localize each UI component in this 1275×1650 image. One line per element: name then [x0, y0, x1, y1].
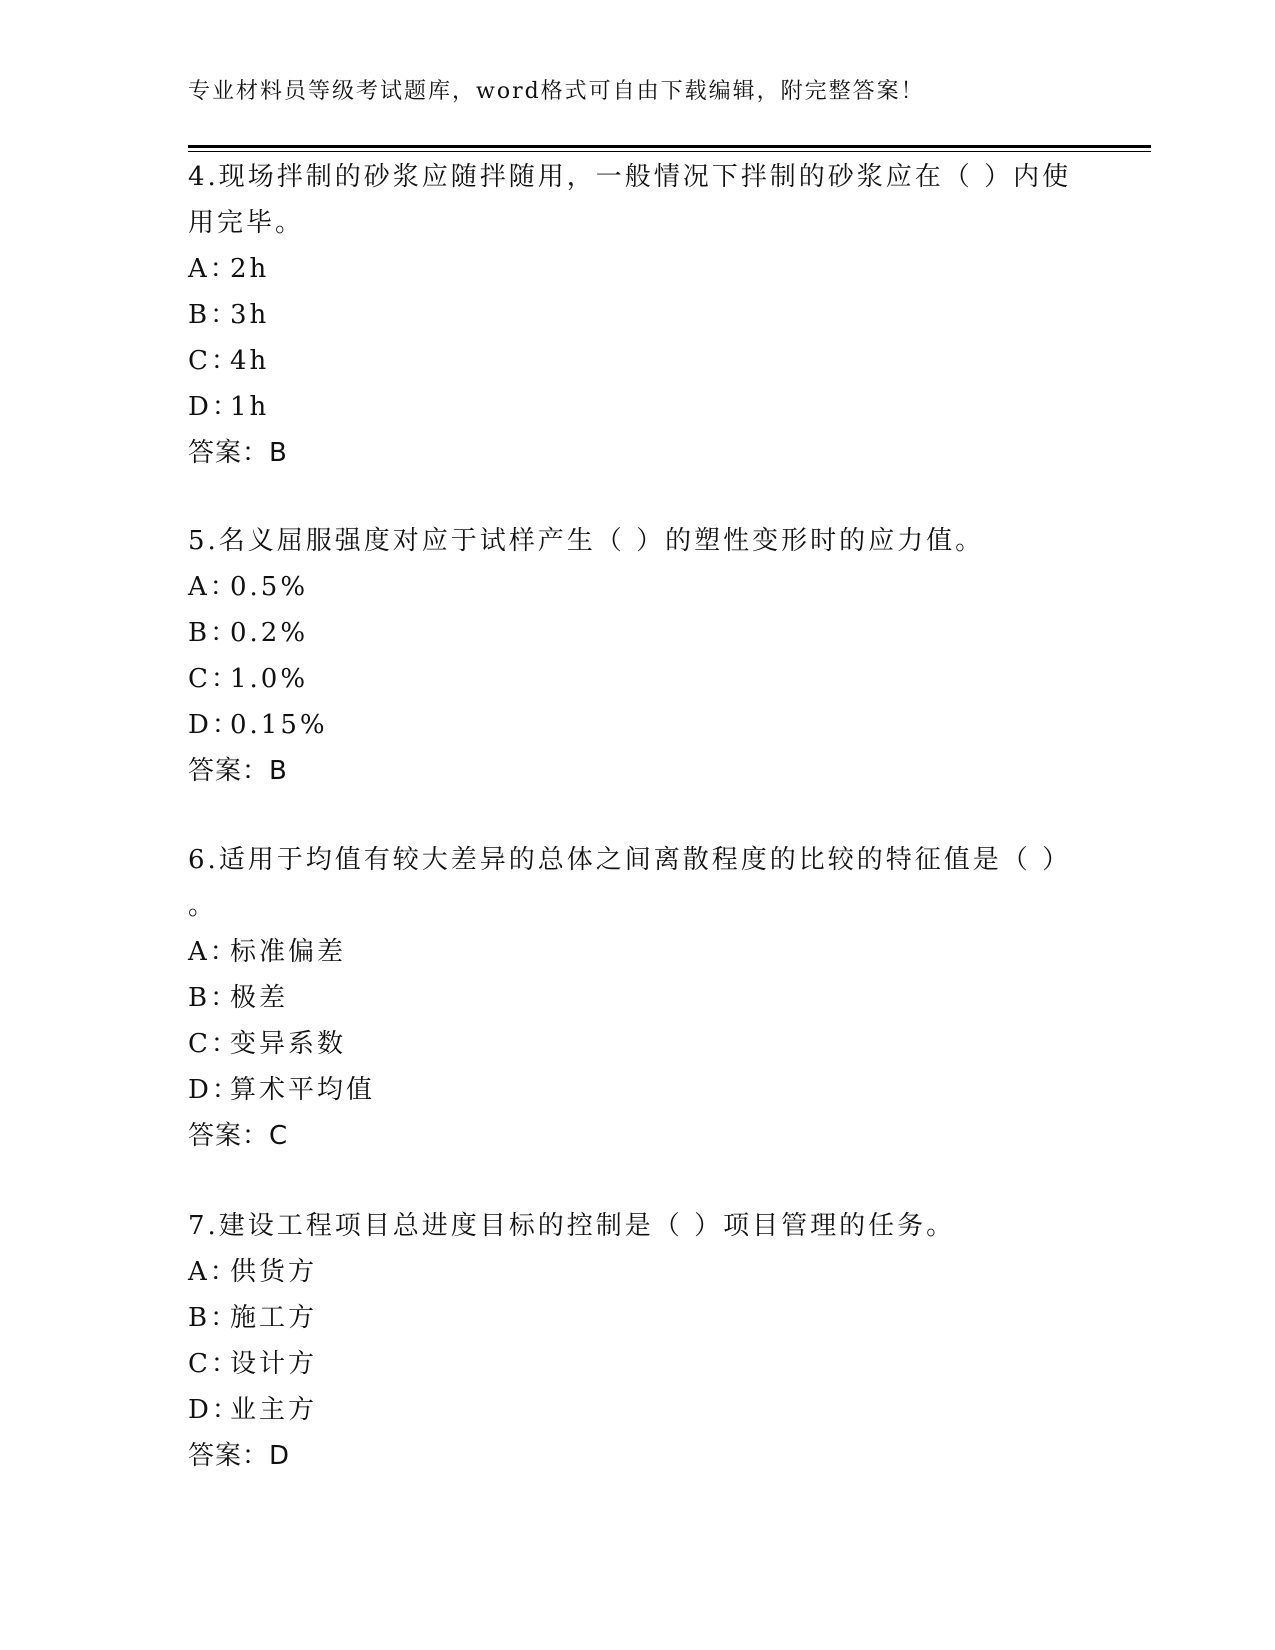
header-divider-thin — [188, 151, 1151, 152]
question-stem-line: 5.名义屈服强度对应于试样产生（ ）的塑性变形时的应力值。 — [188, 526, 985, 556]
option-letter: A： — [188, 1257, 239, 1287]
option-letter: B： — [188, 983, 240, 1013]
option-d — [188, 702, 1088, 748]
question-stem-line: 4.现场拌制的砂浆应随拌随用，一般情况下拌制的砂浆应在（ ）内使 — [188, 162, 1072, 192]
question-stem-line: 7.建设工程项目总进度目标的控制是（ ）项目管理的任务。 — [188, 1211, 956, 1241]
option-text: 变异系数 — [230, 1029, 347, 1059]
option-letter: B： — [188, 618, 240, 648]
question-stem-line: 。 — [188, 891, 218, 921]
option-text: 极差 — [230, 983, 289, 1013]
option-letter: B： — [188, 300, 240, 330]
option-letter: B： — [188, 1303, 240, 1333]
question-stem-line: 用完毕。 — [188, 208, 305, 238]
option-c — [188, 1021, 1088, 1067]
option-text: 3h — [230, 300, 270, 330]
question-5 — [188, 518, 1088, 794]
option-d — [188, 384, 1088, 430]
option-text: 设计方 — [230, 1349, 318, 1379]
option-letter: D： — [188, 392, 241, 422]
option-d — [188, 1387, 1088, 1433]
option-text: 业主方 — [230, 1395, 318, 1425]
option-letter: C： — [188, 1029, 240, 1059]
question-stem-line: 6.适用于均值有较大差异的总体之间离散程度的比较的特征值是（ ） — [188, 845, 1072, 875]
option-letter: C： — [188, 346, 240, 376]
option-letter: A： — [188, 254, 239, 284]
header-note: 专业材料员等级考试题库，word格式可自由下载编辑，附完整答案！ — [188, 79, 925, 104]
answer: 答案：C — [188, 1121, 289, 1151]
option-text: 1.0% — [230, 664, 309, 694]
option-text: 2h — [230, 254, 270, 284]
option-b — [188, 975, 1088, 1021]
answer: 答案：D — [188, 1441, 291, 1471]
option-text: 算术平均值 — [230, 1075, 376, 1105]
header-divider-thick — [188, 145, 1151, 148]
option-a — [188, 1249, 1088, 1295]
option-c — [188, 656, 1088, 702]
option-a — [188, 564, 1088, 610]
question-6 — [188, 837, 1088, 1159]
option-c — [188, 1341, 1088, 1387]
option-letter: D： — [188, 710, 241, 740]
option-a — [188, 929, 1088, 975]
option-text: 0.2% — [230, 618, 309, 648]
option-text: 0.5% — [230, 572, 309, 602]
option-letter: C： — [188, 664, 240, 694]
option-letter: A： — [188, 572, 239, 602]
option-d — [188, 1067, 1088, 1113]
question-7 — [188, 1203, 1088, 1479]
question-4 — [188, 154, 1088, 476]
option-letter: C： — [188, 1349, 240, 1379]
option-text: 标准偏差 — [230, 937, 347, 967]
option-b — [188, 610, 1088, 656]
answer: 答案：B — [188, 756, 288, 786]
option-text: 1h — [230, 392, 270, 422]
option-b — [188, 292, 1088, 338]
option-letter: D： — [188, 1075, 241, 1105]
option-text: 施工方 — [230, 1303, 318, 1333]
option-letter: D： — [188, 1395, 241, 1425]
option-text: 供货方 — [230, 1257, 318, 1287]
option-a — [188, 246, 1088, 292]
option-letter: A： — [188, 937, 239, 967]
option-text: 4h — [230, 346, 270, 376]
option-c — [188, 338, 1088, 384]
option-text: 0.15% — [230, 710, 328, 740]
answer: 答案：B — [188, 438, 288, 468]
option-b — [188, 1295, 1088, 1341]
